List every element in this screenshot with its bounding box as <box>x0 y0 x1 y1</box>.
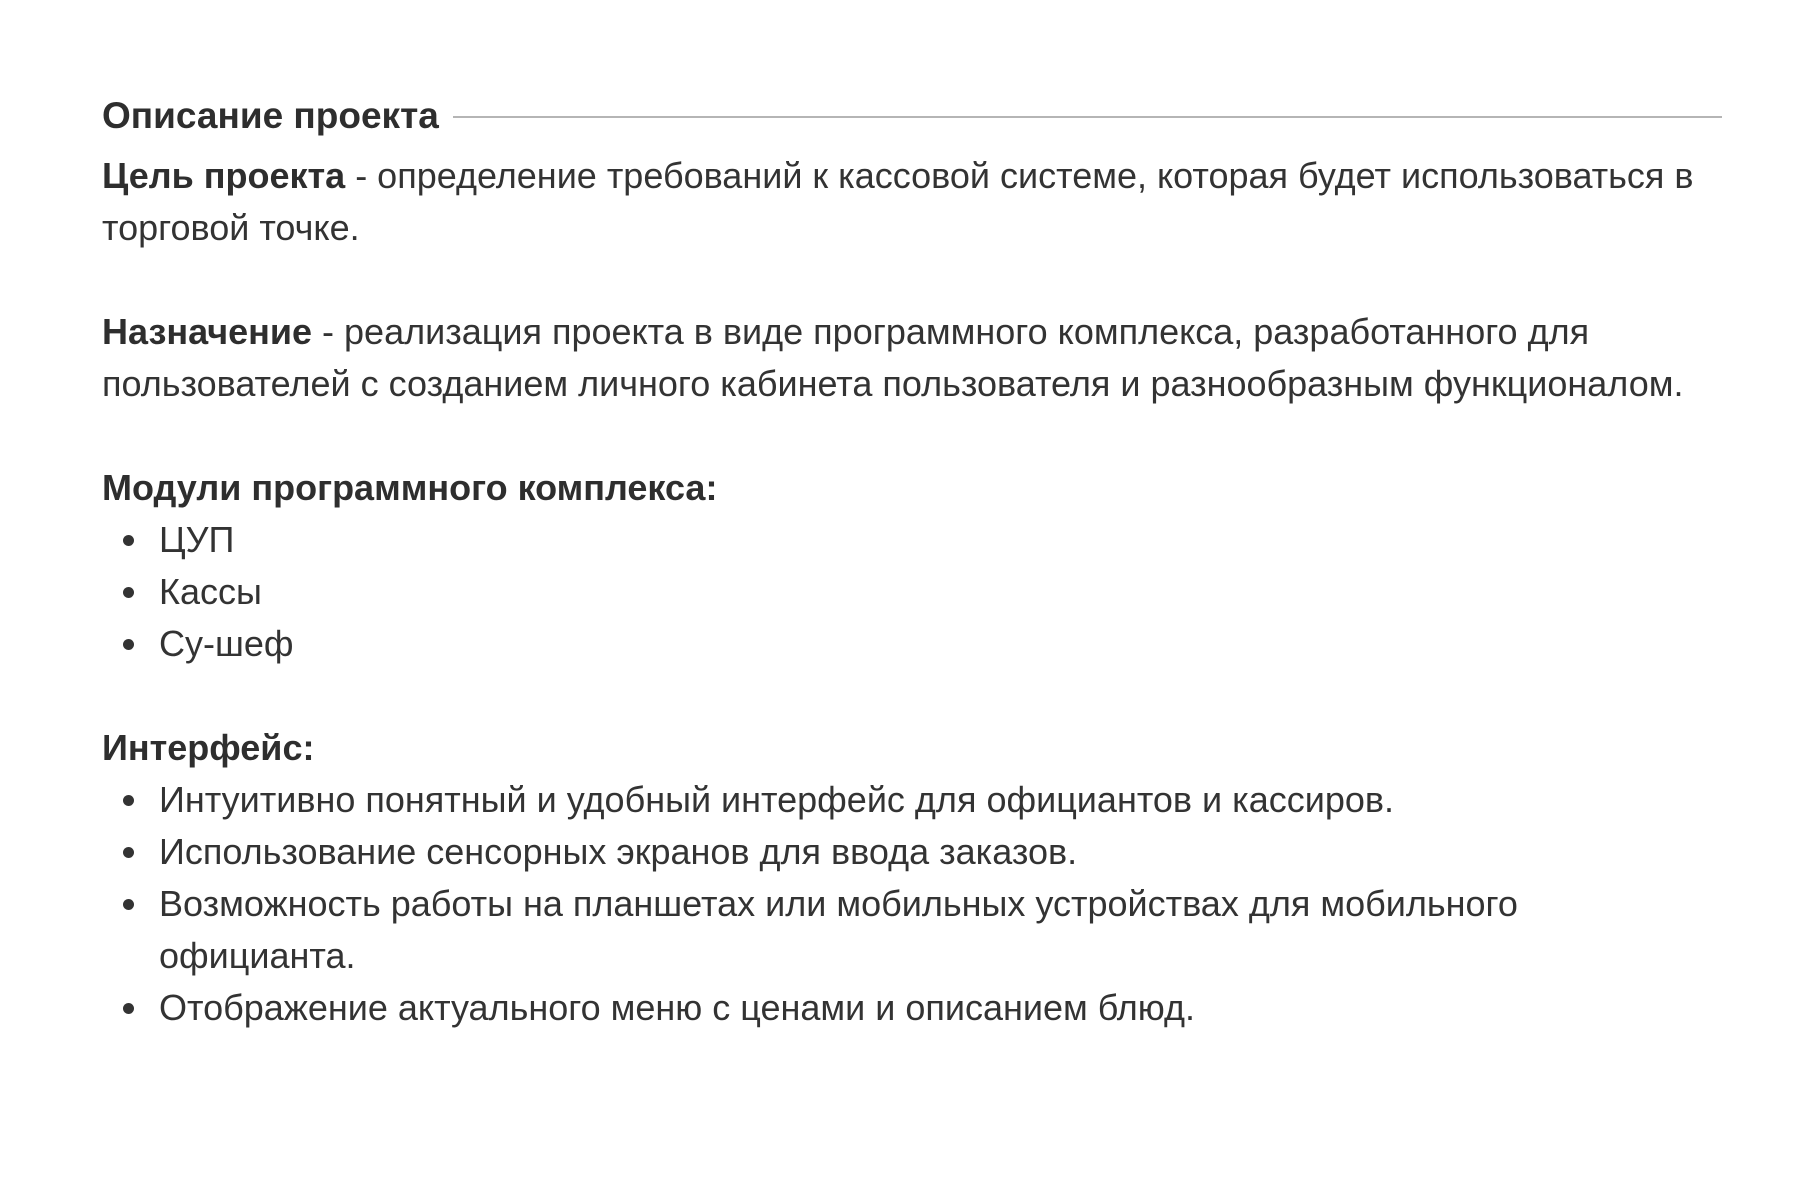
interface-title: Интерфейс: <box>102 727 315 768</box>
bullet-icon <box>123 847 134 858</box>
list-item <box>102 982 1719 1034</box>
list-item <box>102 566 1719 618</box>
modules-title: Модули программного комплекса: <box>102 467 718 508</box>
bullet-icon <box>123 535 134 546</box>
list-item <box>102 774 1719 826</box>
list-item-text: ЦУП <box>159 519 235 560</box>
list-item <box>102 514 1719 566</box>
bullet-icon <box>123 899 134 910</box>
purpose-text: - реализация проекта в виде программного комплекса, разработанного для пользователей с созданием личного кабинета пользователя и разнообразным функционалом. <box>102 311 1684 404</box>
goal-paragraph <box>102 150 1702 254</box>
bullet-icon <box>123 639 134 650</box>
bullet-icon <box>123 1003 134 1014</box>
purpose-paragraph <box>102 306 1702 410</box>
list-item <box>102 826 1719 878</box>
section-title: Описание проекта <box>102 95 439 136</box>
section-divider <box>453 116 1722 118</box>
bullet-icon <box>123 587 134 598</box>
list-item-text: Отображение актуального меню с ценами и описанием блюд. <box>159 987 1196 1028</box>
list-item-text: Кассы <box>159 571 262 612</box>
modules-list <box>102 514 1722 670</box>
interface-list <box>102 774 1722 1034</box>
bullet-icon <box>123 795 134 806</box>
list-item-text: Использование сенсорных экранов для ввода заказов. <box>159 831 1078 872</box>
section-header <box>102 88 1722 144</box>
purpose-term: Назначение <box>102 311 313 352</box>
list-item <box>102 618 1719 670</box>
list-item-text: Су-шеф <box>159 623 294 664</box>
goal-text: - определение требований к кассовой системе, которая будет использоваться в торговой точке. <box>102 155 1694 248</box>
modules-block <box>102 462 1722 670</box>
list-item <box>102 878 1719 982</box>
document-page <box>102 88 1722 1034</box>
list-item-text: Возможность работы на планшетах или мобильных устройствах для мобильного официанта. <box>159 883 1518 976</box>
interface-block <box>102 722 1722 1034</box>
list-item-text: Интуитивно понятный и удобный интерфейс для официантов и кассиров. <box>159 779 1395 820</box>
goal-term: Цель проекта <box>102 155 346 196</box>
